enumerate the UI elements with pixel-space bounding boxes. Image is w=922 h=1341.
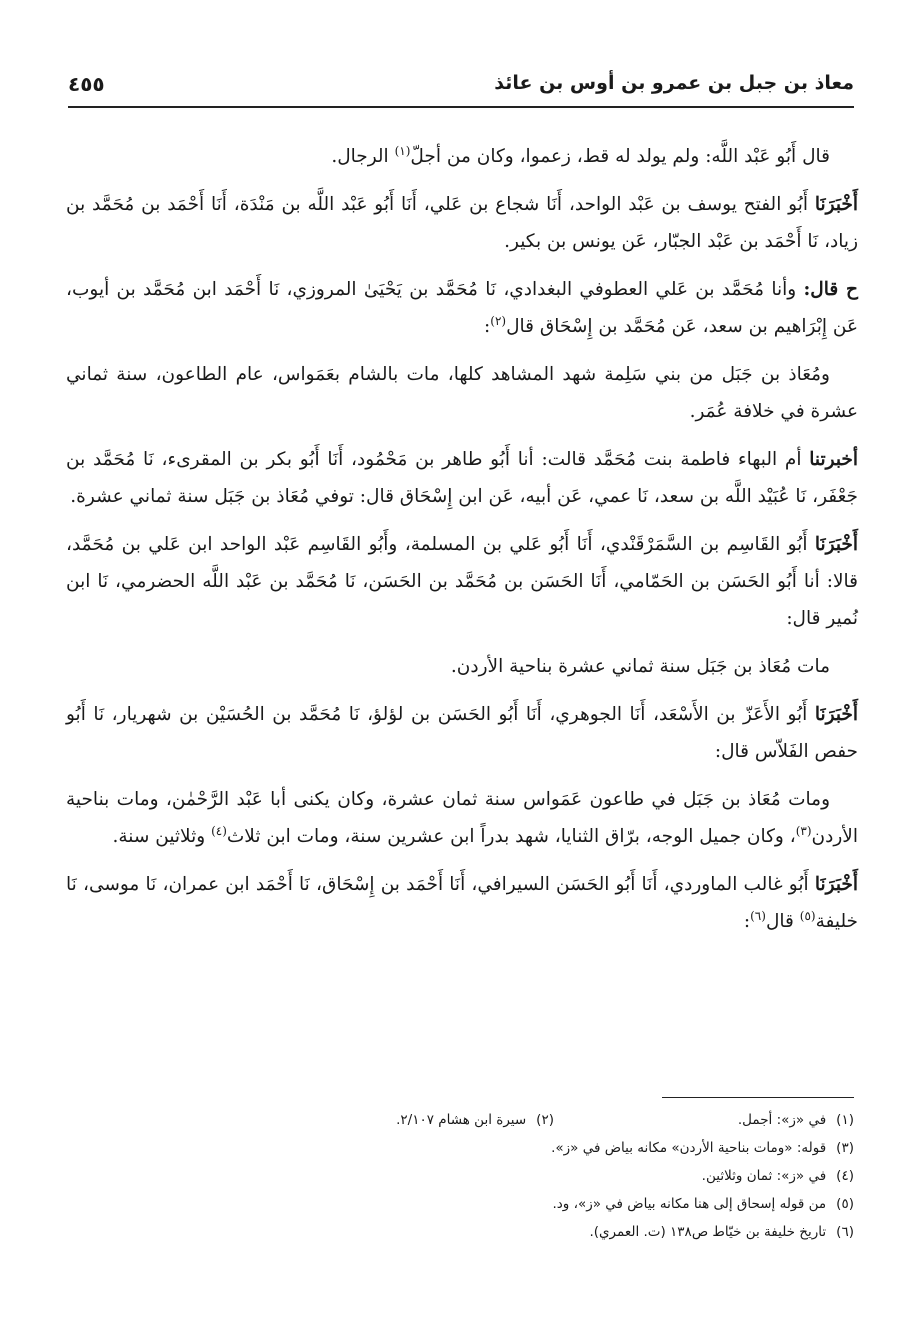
footnote-6 [68,1218,854,1246]
footnote-number: (٤) [836,1168,854,1184]
footnote-number: (٦) [836,1224,854,1240]
footnote-ref: (٦) [750,908,766,923]
footnote-number: (٥) [836,1196,854,1212]
paragraph-text: أَبُو غالب الماوردي، أَنَا أَبُو الحَسَن السيرافي، أَنَا أَحْمَد بن إِسْحَاق، نَا أَحْمَد ابن عمران، نَا موسى، نَا خليفة [66,874,858,932]
paragraph-text: : [743,911,751,932]
footnote-2 [396,1106,554,1134]
paragraph-2 [66,186,858,260]
page-header [68,72,854,108]
isnad-lead: أَخْبَرَنَا [814,194,858,215]
paragraph-text: مات مُعَاذ بن جَبَل سنة ثماني عشرة بناحية الأردن. [450,656,830,677]
footnote-number: (١) [836,1112,854,1128]
paragraph-5 [66,441,858,515]
isnad-lead: أَخْبَرَنَا [814,534,858,555]
paragraph-7 [66,648,858,685]
paragraph-8 [66,696,858,770]
footnote-ref: (٥) [799,908,816,923]
footnote-text: من قوله إسحاق إلى هنا مكانه بياض في «ز»، ود. [552,1196,827,1212]
paragraph-text: وأنا مُحَمَّد بن عَلي العطوفي البغدادي، نَا مُحَمَّد بن يَحْيَىٰ المروزي، نَا أَحْمَد ابن مُحَمَّد بن أيوب، عَن إِبْرَاهيم بن سعد، عَن مُحَمَّد بن إِسْحَاق قال [66,279,858,337]
footnote-text: قوله: «ومات بناحية الأردن» مكانه بياض في «ز». [551,1140,827,1156]
paragraph-text: الرجال. [331,146,395,167]
isnad-lead: أَخْبَرَنَا [814,704,858,725]
footnote-4 [68,1162,854,1190]
paragraph-text: قال [765,911,800,932]
paragraph-text: : [484,316,491,337]
footnote-ref: (٣) [795,823,812,838]
footnote-ref: (٤) [211,823,227,838]
paragraph-text: أم البهاء فاطمة بنت مُحَمَّد قالت: أنا أَبُو طاهر بن مَحْمُود، أَنَا أَبُو بكر بن المقرىء، نَا مُحَمَّد بن جَعْفَر، نَا عُبَيْد اللَّه بن سعد، نَا عمي، عَن أبيه، عَن ابن إِسْحَاق قال: توفي مُعَاذ بن جَبَل سنة ثماني عشرة. [66,449,858,507]
footnote-text: سيرة ابن هشام ٢/١٠٧. [396,1112,527,1128]
paragraph-3 [66,271,858,345]
footnote-5 [68,1190,854,1218]
paragraph-text: أَبُو الأَعَزّ بن الأَسْعَد، أَنَا الجوهري، أَنَا أَبُو الحَسَن بن لؤلؤ، نَا مُحَمَّد بن الحُسَيْن بن شهريار، نَا أَبُو حفص الفَلاّس قال: [66,704,858,762]
page-number: ٤٥٥ [68,72,105,96]
paragraph-text: ، وكان جميل الوجه، برّاق الثنايا، شهد بدراً ابن عشرين سنة، ومات ابن ثلاث [226,826,796,847]
footnotes [68,1106,854,1246]
footnote-text: تاريخ خليفة بن خيّاط ص١٣٨ (ت. العمري). [589,1224,827,1240]
paragraph-text: أَبُو الفتح يوسف بن عَبْد الواحد، أَنَا شجاع بن عَلي، أَنَا أَبُو عَبْد اللَّه بن مَنْدَة، أَنَا أَحْمَد بن مُحَمَّد بن زياد، نَا أَحْمَد بن عَبْد الجبّار، عَن يونس بن بكير. [66,194,858,252]
footnote-row [68,1106,854,1134]
footnote-text: في «ز»: ثمان وثلاثين. [701,1168,827,1184]
paragraph-1 [66,138,858,175]
footnote-text: في «ز»: أجمل. [737,1112,827,1128]
isnad-lead: أَخْبَرَنَا [814,874,858,895]
paragraph-4 [66,356,858,430]
paragraph-10 [66,866,858,940]
footnote-divider [662,1097,854,1098]
footnote-3 [68,1134,854,1162]
paragraph-text: قال أَبُو عَبْد اللَّه: ولم يولد له قط، زعموا، وكان من أجلّ [410,146,830,167]
footnote-ref: (٢) [490,313,507,328]
footnote-number: (٢) [536,1112,554,1128]
isnad-lead: ح قال: [803,279,858,300]
paragraph-text: وثلاثين سنة. [112,826,212,847]
paragraph-text: ومُعَاذ بن جَبَل من بني سَلِمة شهد المشاهد كلها، مات بالشام بعَمَواس، عام الطاعون، سنة ثماني عشرة في خلافة عُمَر. [66,364,858,422]
footnote-number: (٣) [836,1140,854,1156]
paragraph-9 [66,781,858,855]
footnote-1 [554,1106,854,1134]
isnad-lead: أخبرتنا [809,449,858,470]
main-text [66,138,858,951]
paragraph-text: أَبُو القَاسِم بن السَّمَرْقَنْدي، أَنَا أَبُو عَلي بن المسلمة، وأَبُو القَاسِم عَبْد الواحد ابن عَلي بن مُحَمَّد، قالا: أنا أَبُو الحَسَن بن الحَمّامي، أَنَا الحَسَن بن مُحَمَّد بن الحَسَن، نَا مُحَمَّد بن عَبْد اللَّه الحضرمي، نَا ابن نُمير قال: [66,534,858,629]
paragraph-6 [66,526,858,637]
paragraph-text: ومات مُعَاذ بن جَبَل في طاعون عَمَواس سنة ثمان عشرة، وكان يكنى أبا عَبْد الرَّحْمٰن، ومات بناحية الأردن [66,789,858,847]
footnote-ref: (١) [394,143,411,158]
running-title: معاذ بن جبل بن عمرو بن أوس بن عائذ [494,72,854,94]
